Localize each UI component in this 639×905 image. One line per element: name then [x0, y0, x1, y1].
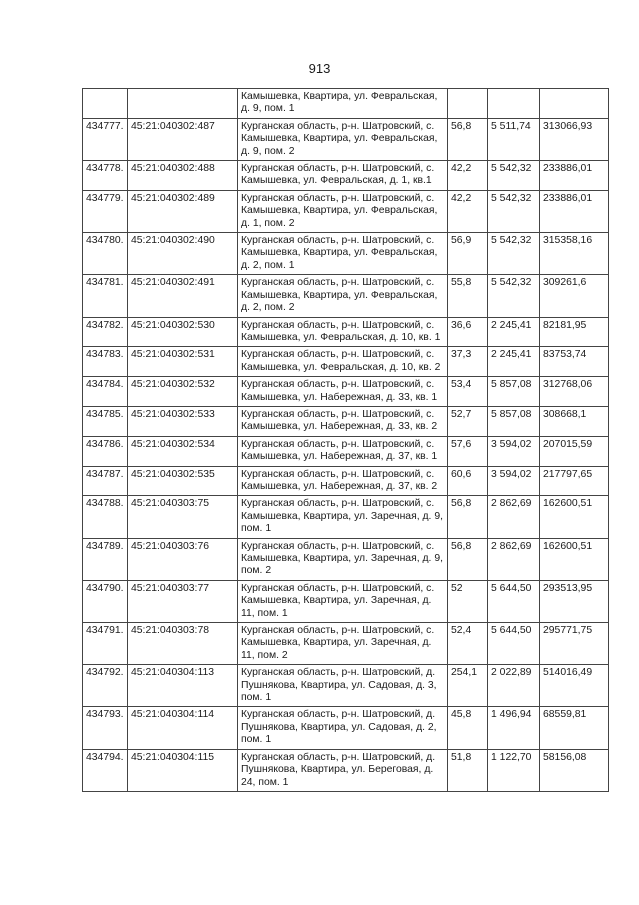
address-cell: Курганская область, р-н. Шатровский, с. Камышевка, ул. Февральская, д. 10, кв. 2 [238, 347, 448, 377]
table-row [83, 665, 609, 707]
cadastral-number-cell: 45:21:040304:113 [128, 665, 238, 707]
row-number-cell: 434782. [83, 317, 128, 347]
area-cell: 56,8 [448, 496, 488, 538]
area-cell [448, 89, 488, 119]
row-number-cell: 434788. [83, 496, 128, 538]
cadastral-value-cell: 309261,6 [540, 275, 609, 317]
cadastral-value-cell: 217797,65 [540, 466, 609, 496]
area-cell: 52,4 [448, 623, 488, 665]
price-cell: 5 644,50 [488, 623, 540, 665]
table-row [83, 466, 609, 496]
cadastral-number-cell: 45:21:040302:531 [128, 347, 238, 377]
cadastral-value-cell: 68559,81 [540, 707, 609, 749]
row-number-cell: 434790. [83, 580, 128, 622]
address-cell: Курганская область, р-н. Шатровский, с. Камышевка, Квартира, ул. Заречная, д. 9, пом. 2 [238, 538, 448, 580]
price-cell: 2 245,41 [488, 347, 540, 377]
row-number-cell: 434785. [83, 406, 128, 436]
cadastral-value-cell: 207015,59 [540, 436, 609, 466]
cadastral-number-cell: 45:21:040302:532 [128, 377, 238, 407]
price-cell [488, 89, 540, 119]
price-cell: 5 857,08 [488, 406, 540, 436]
cadastral-value-cell: 83753,74 [540, 347, 609, 377]
area-cell: 42,2 [448, 190, 488, 232]
table-row [83, 436, 609, 466]
cadastral-number-cell: 45:21:040302:490 [128, 233, 238, 275]
price-cell: 1 122,70 [488, 749, 540, 791]
table-row [83, 377, 609, 407]
address-cell: Курганская область, р-н. Шатровский, д. Пушнякова, Квартира, ул. Садовая, д. 2, пом. 1 [238, 707, 448, 749]
price-cell: 5 857,08 [488, 377, 540, 407]
row-number-cell: 434778. [83, 161, 128, 191]
cadastral-value-cell: 312768,06 [540, 377, 609, 407]
row-number-cell: 434777. [83, 118, 128, 160]
row-number-cell: 434781. [83, 275, 128, 317]
address-cell: Курганская область, р-н. Шатровский, с. Камышевка, Квартира, ул. Заречная, д. 11, пом. 1 [238, 580, 448, 622]
price-cell: 3 594,02 [488, 436, 540, 466]
area-cell: 56,8 [448, 118, 488, 160]
price-cell: 5 542,32 [488, 233, 540, 275]
price-cell: 3 594,02 [488, 466, 540, 496]
address-cell: Курганская область, р-н. Шатровский, с. Камышевка, ул. Февральская, д. 10, кв. 1 [238, 317, 448, 347]
address-cell: Курганская область, р-н. Шатровский, с. Камышевка, Квартира, ул. Февральская, д. 2, пом. 2 [238, 275, 448, 317]
cadastral-number-cell: 45:21:040302:534 [128, 436, 238, 466]
row-number-cell: 434792. [83, 665, 128, 707]
area-cell: 56,9 [448, 233, 488, 275]
cadastral-number-cell: 45:21:040303:77 [128, 580, 238, 622]
address-cell: Курганская область, р-н. Шатровский, с. Камышевка, Квартира, ул. Февральская, д. 9, пом. 2 [238, 118, 448, 160]
area-cell: 55,8 [448, 275, 488, 317]
table-row [83, 496, 609, 538]
table-row [83, 406, 609, 436]
row-number-cell [83, 89, 128, 119]
address-cell: Курганская область, р-н. Шатровский, с. Камышевка, Квартира, ул. Заречная, д. 11, пом. 2 [238, 623, 448, 665]
cadastral-value-cell: 233886,01 [540, 190, 609, 232]
address-cell: Курганская область, р-н. Шатровский, д. Пушнякова, Квартира, ул. Береговая, д. 24, пом. 1 [238, 749, 448, 791]
price-cell: 2 245,41 [488, 317, 540, 347]
row-number-cell: 434780. [83, 233, 128, 275]
cadastral-value-cell: 58156,08 [540, 749, 609, 791]
price-cell: 2 862,69 [488, 496, 540, 538]
area-cell: 37,3 [448, 347, 488, 377]
table-row [83, 275, 609, 317]
cadastral-number-cell: 45:21:040304:114 [128, 707, 238, 749]
row-number-cell: 434787. [83, 466, 128, 496]
cadastral-number-cell [128, 89, 238, 119]
row-number-cell: 434789. [83, 538, 128, 580]
area-cell: 52 [448, 580, 488, 622]
cadastral-value-cell [540, 89, 609, 119]
price-cell: 1 496,94 [488, 707, 540, 749]
row-number-cell: 434779. [83, 190, 128, 232]
row-number-cell: 434791. [83, 623, 128, 665]
cadastral-number-cell: 45:21:040302:533 [128, 406, 238, 436]
row-number-cell: 434794. [83, 749, 128, 791]
cadastral-number-cell: 45:21:040302:535 [128, 466, 238, 496]
address-cell: Курганская область, р-н. Шатровский, с. Камышевка, Квартира, ул. Февральская, д. 2, пом. 1 [238, 233, 448, 275]
table-row [83, 161, 609, 191]
cadastral-value-cell: 514016,49 [540, 665, 609, 707]
cadastral-number-cell: 45:21:040302:489 [128, 190, 238, 232]
area-cell: 53,4 [448, 377, 488, 407]
price-cell: 5 542,32 [488, 190, 540, 232]
price-cell: 5 511,74 [488, 118, 540, 160]
table-body [83, 89, 609, 792]
address-cell: Курганская область, р-н. Шатровский, с. Камышевка, Квартира, ул. Заречная, д. 9, пом. 1 [238, 496, 448, 538]
cadastral-number-cell: 45:21:040303:75 [128, 496, 238, 538]
table-row [83, 538, 609, 580]
cadastral-number-cell: 45:21:040302:530 [128, 317, 238, 347]
area-cell: 57,6 [448, 436, 488, 466]
table-row [83, 580, 609, 622]
cadastral-number-cell: 45:21:040303:78 [128, 623, 238, 665]
table-row [83, 317, 609, 347]
cadastral-value-cell: 162600,51 [540, 538, 609, 580]
cadastral-number-cell: 45:21:040302:491 [128, 275, 238, 317]
price-cell: 5 542,32 [488, 161, 540, 191]
price-cell: 5 644,50 [488, 580, 540, 622]
address-cell: Камышевка, Квартира, ул. Февральская, д. 9, пом. 1 [238, 89, 448, 119]
address-cell: Курганская область, р-н. Шатровский, с. Камышевка, ул. Набережная, д. 33, кв. 2 [238, 406, 448, 436]
address-cell: Курганская область, р-н. Шатровский, с. Камышевка, ул. Набережная, д. 37, кв. 1 [238, 436, 448, 466]
cadastral-number-cell: 45:21:040303:76 [128, 538, 238, 580]
cadastral-value-cell: 233886,01 [540, 161, 609, 191]
cadastral-value-cell: 308668,1 [540, 406, 609, 436]
cadastral-value-cell: 295771,75 [540, 623, 609, 665]
table-row [83, 707, 609, 749]
area-cell: 45,8 [448, 707, 488, 749]
row-number-cell: 434784. [83, 377, 128, 407]
table-row [83, 89, 609, 119]
table-row [83, 347, 609, 377]
area-cell: 254,1 [448, 665, 488, 707]
cadastral-value-cell: 313066,93 [540, 118, 609, 160]
area-cell: 36,6 [448, 317, 488, 347]
cadastral-number-cell: 45:21:040304:115 [128, 749, 238, 791]
table-row [83, 118, 609, 160]
table-row [83, 190, 609, 232]
table-row [83, 233, 609, 275]
row-number-cell: 434793. [83, 707, 128, 749]
row-number-cell: 434786. [83, 436, 128, 466]
cadastral-number-cell: 45:21:040302:488 [128, 161, 238, 191]
cadastral-value-cell: 162600,51 [540, 496, 609, 538]
cadastral-value-cell: 315358,16 [540, 233, 609, 275]
address-cell: Курганская область, р-н. Шатровский, с. Камышевка, ул. Набережная, д. 33, кв. 1 [238, 377, 448, 407]
area-cell: 42,2 [448, 161, 488, 191]
price-cell: 2 022,89 [488, 665, 540, 707]
table-row [83, 623, 609, 665]
price-cell: 2 862,69 [488, 538, 540, 580]
address-cell: Курганская область, р-н. Шатровский, с. Камышевка, ул. Набережная, д. 37, кв. 2 [238, 466, 448, 496]
cadastral-value-cell: 293513,95 [540, 580, 609, 622]
area-cell: 52,7 [448, 406, 488, 436]
page-number: 913 [308, 61, 331, 76]
area-cell: 60,6 [448, 466, 488, 496]
table-row [83, 749, 609, 791]
cadastral-number-cell: 45:21:040302:487 [128, 118, 238, 160]
address-cell: Курганская область, р-н. Шатровский, д. Пушнякова, Квартира, ул. Садовая, д. 3, пом. 1 [238, 665, 448, 707]
address-cell: Курганская область, р-н. Шатровский, с. Камышевка, ул. Февральская, д. 1, кв.1 [238, 161, 448, 191]
area-cell: 56,8 [448, 538, 488, 580]
cadastral-value-cell: 82181,95 [540, 317, 609, 347]
price-cell: 5 542,32 [488, 275, 540, 317]
property-table [82, 88, 609, 792]
address-cell: Курганская область, р-н. Шатровский, с. Камышевка, Квартира, ул. Февральская, д. 1, пом. 2 [238, 190, 448, 232]
row-number-cell: 434783. [83, 347, 128, 377]
area-cell: 51,8 [448, 749, 488, 791]
